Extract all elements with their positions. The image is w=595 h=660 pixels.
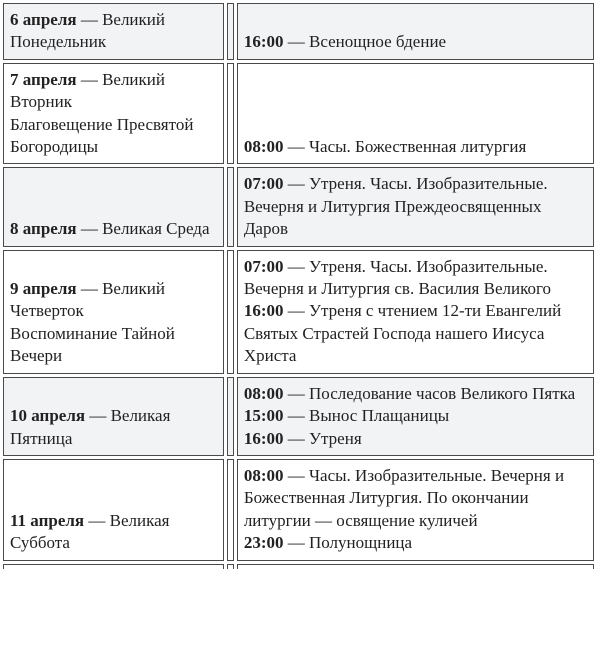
day-title [10, 511, 169, 552]
day-cell [3, 377, 224, 456]
day-title [10, 279, 165, 320]
service-description: — Всенощное бдение [283, 32, 447, 52]
service-time: 08:00 [243, 465, 284, 485]
services-cell [237, 459, 594, 561]
service-entry [244, 383, 589, 405]
day-name: — Великая Среда [76, 219, 210, 239]
service-entry [244, 256, 589, 301]
service-description: — Утреня. Часы. Изобразительные. Вечерня и Литургия св. Василия Великого [243, 256, 552, 299]
service-description: — Полунощница [283, 533, 413, 553]
spacer-cell [227, 250, 234, 374]
service-description: — Утреня. Часы. Изобразительные. Вечерня и Литургия Преждеосвященных Даров [243, 174, 548, 239]
service-time: 07:00 [243, 256, 284, 276]
service-description: — Часы. Изобразительные. Вечерня и Божественная Литургия. По окончании литургии — освящение куличей [243, 465, 565, 530]
day-title [10, 70, 165, 111]
schedule-row [3, 250, 594, 374]
spacer-cell [227, 63, 234, 165]
spacer-cell [227, 167, 234, 246]
service-time: 15:00 [243, 406, 284, 426]
schedule-row [3, 167, 594, 246]
service-entry [244, 136, 589, 158]
day-date: 11 апреля [10, 510, 85, 530]
day-cell [3, 3, 224, 60]
day-feast: Благовещение Пресвятой Богородицы [10, 114, 194, 157]
day-date: 8 апреля [10, 219, 77, 239]
partial-cell [237, 564, 594, 569]
service-time: 16:00 [243, 428, 284, 448]
service-entry [244, 405, 589, 427]
day-cell [3, 459, 224, 561]
partial-cell [227, 564, 234, 569]
spacer-cell [227, 459, 234, 561]
service-entry [244, 173, 589, 240]
service-time: 08:00 [243, 383, 284, 403]
service-entry [244, 300, 589, 367]
day-feast: Воспоминание Тайной Вечери [10, 323, 175, 366]
day-date: 7 апреля [10, 69, 77, 89]
day-title [10, 219, 210, 238]
day-name: — Великий Вторник [10, 69, 165, 112]
partial-cell [3, 564, 224, 569]
schedule-body [3, 3, 594, 569]
spacer-cell [227, 377, 234, 456]
day-name: — Великий Понедельник [10, 10, 165, 52]
day-title [10, 406, 170, 447]
services-cell [237, 63, 594, 165]
day-cell [3, 63, 224, 165]
day-title [10, 10, 165, 51]
day-cell [3, 250, 224, 374]
day-date: 10 апреля [10, 406, 86, 426]
services-cell [237, 250, 594, 374]
schedule-row-partial [3, 564, 594, 569]
services-cell [237, 167, 594, 246]
service-time: 08:00 [243, 137, 284, 157]
service-description: — Утреня с чтением 12-ти Евангелий Святых Страстей Господа нашего Иисуса Христа [243, 301, 562, 366]
service-description: — Часы. Божественная литургия [283, 137, 527, 157]
service-description: — Последование часов Великого Пятка [283, 383, 576, 403]
service-entry [244, 31, 589, 53]
schedule-row [3, 377, 594, 456]
service-time: 23:00 [243, 533, 284, 553]
service-entry [244, 465, 589, 532]
service-time: 16:00 [243, 301, 284, 321]
service-time: 16:00 [243, 32, 284, 52]
spacer-cell [227, 3, 234, 60]
service-entry [244, 428, 589, 450]
day-name: — Великий Четверток [10, 279, 165, 321]
schedule-row [3, 63, 594, 165]
day-date: 9 апреля [10, 279, 77, 299]
services-cell [237, 3, 594, 60]
day-name: — Великая Пятница [10, 406, 171, 448]
service-time: 07:00 [243, 174, 284, 194]
schedule-row [3, 3, 594, 60]
day-name: — Великая Суббота [10, 510, 170, 553]
day-date: 6 апреля [10, 10, 77, 29]
schedule-row [3, 459, 594, 561]
service-entry [244, 532, 589, 554]
service-description: — Утреня [283, 428, 362, 448]
services-cell [237, 377, 594, 456]
day-cell [3, 167, 224, 246]
service-description: — Вынос Плащаницы [283, 406, 450, 426]
